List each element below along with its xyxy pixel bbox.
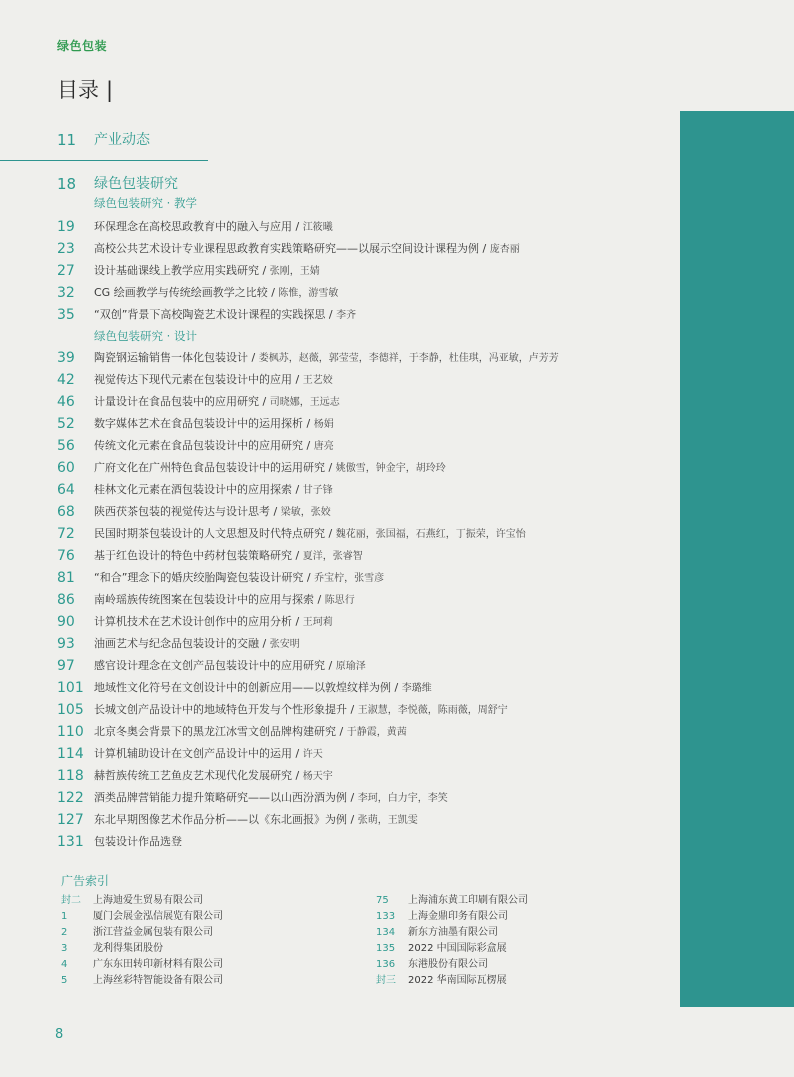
toc-page-number: 127 xyxy=(57,812,84,828)
ad-index-name: 2022 华南国际瓦楞展 xyxy=(408,975,507,986)
toc-entry-title: 南岭瑶族传统图案在包装设计中的应用与探索 / xyxy=(94,593,325,606)
toc-page-number: 39 xyxy=(57,350,75,366)
toc-entry-title: 陶瓷钢运输销售一体化包装设计 / xyxy=(94,351,259,364)
ad-index-name: 上海丝彩特智能设备有限公司 xyxy=(93,975,223,986)
ad-index-code: 封三 xyxy=(376,975,396,986)
toc-entry-authors: 司晓娜，王远志 xyxy=(269,397,340,408)
ad-index-code: 1 xyxy=(61,911,68,922)
toc-entry-text xyxy=(94,283,338,304)
toc-page-number: 93 xyxy=(57,636,75,652)
ad-index-name: 龙利得集团股份 xyxy=(93,943,163,954)
toc-page-number: 86 xyxy=(57,592,75,608)
toc-entry-title: 酒类品牌营销能力提升策略研究——以山西汾酒为例 / xyxy=(94,791,358,804)
toc-entry-authors: 庞杏丽 xyxy=(489,244,520,255)
subhead-design: 绿色包装研究 · 设计 xyxy=(94,329,197,343)
ad-index-code: 封二 xyxy=(61,895,81,906)
toc-entry-title: 包装设计作品选登 xyxy=(94,835,182,848)
toc-entry-authors: 李璐维 xyxy=(401,683,432,694)
toc-entry-text xyxy=(94,370,333,391)
toc-entry-text xyxy=(94,239,520,260)
toc-page-number: 101 xyxy=(57,680,84,696)
toc-entry-text xyxy=(94,678,432,699)
toc-entry-title: 基于红色设计的特色中药材包装策略研究 / xyxy=(94,549,303,562)
toc-entry-authors: 李珂，白力宇，李笑 xyxy=(357,793,448,804)
toc-page-number: 110 xyxy=(57,724,84,740)
toc-entry-text xyxy=(94,502,331,523)
ad-index-name: 上海浦东黄工印刷有限公司 xyxy=(408,895,528,906)
toc-entry-text xyxy=(94,568,384,589)
ad-index-code: 136 xyxy=(376,959,396,970)
toc-entry-text xyxy=(94,744,323,765)
toc-entry-authors: 张安明 xyxy=(269,639,300,650)
toc-entry-text xyxy=(94,217,333,238)
toc-page-number: 60 xyxy=(57,460,75,476)
toc-entry-title: 视觉传达下现代元素在包装设计中的应用 / xyxy=(94,373,303,386)
ad-index-name: 新东方油墨有限公司 xyxy=(408,927,498,938)
toc-entry-authors: 王淑慧，李悦薇，陈雨薇，周舒宁 xyxy=(357,705,508,716)
toc-entry-title: 陕西茯茶包装的视觉传达与设计思考 / xyxy=(94,505,281,518)
toc-entry-authors: 陈思行 xyxy=(324,595,355,606)
ad-index-name: 广东东田转印新材料有限公司 xyxy=(93,959,223,970)
toc-page-number: 27 xyxy=(57,263,75,279)
toc-page-number: 42 xyxy=(57,372,75,388)
toc-entry-text xyxy=(94,458,446,479)
toc-entry-text xyxy=(94,634,300,655)
toc-entry-title: 高校公共艺术设计专业课程思政教育实践策略研究——以展示空间设计课程为例 / xyxy=(94,242,490,255)
toc-entry-text xyxy=(94,524,526,545)
toc-entry-text xyxy=(94,392,340,413)
toc-entry-authors: 杨天宇 xyxy=(302,771,333,782)
toc-entry-authors: 姚傲雪，钟金宇，胡玲玲 xyxy=(335,463,446,474)
toc-entry-text xyxy=(94,480,333,501)
toc-entry-authors: 唐亮 xyxy=(313,441,334,452)
ad-index-name: 上海迪爱生贸易有限公司 xyxy=(93,895,203,906)
toc-section-title: 绿色包装研究 xyxy=(94,176,178,192)
toc-page-number: 90 xyxy=(57,614,75,630)
toc-entry-authors: 魏花丽，张国福，石燕红，丁振荣，许宝怡 xyxy=(335,529,526,540)
toc-page-number: 122 xyxy=(57,790,84,806)
toc-entry-text xyxy=(94,305,356,326)
toc-page-number: 68 xyxy=(57,504,75,520)
toc-entry-authors: 甘子锋 xyxy=(302,485,333,496)
page-title xyxy=(57,74,113,104)
toc-page-number: 35 xyxy=(57,307,75,323)
toc-entry-title: “双创”背景下高校陶瓷艺术设计课程的实践探思 / xyxy=(94,308,337,321)
ad-index-code: 4 xyxy=(61,959,68,970)
toc-entry-title: 设计基础课线上教学应用实践研究 / xyxy=(94,264,270,277)
subhead-teaching: 绿色包装研究 · 教学 xyxy=(94,196,197,210)
toc-entry-title: 传统文化元素在食品包装设计中的应用研究 / xyxy=(94,439,314,452)
toc-entry-text xyxy=(94,348,559,369)
decorative-teal-block xyxy=(680,111,794,1007)
toc-page-number: 114 xyxy=(57,746,84,762)
title-bar: | xyxy=(106,78,114,102)
toc-entry-title: 北京冬奥会背景下的黑龙江冰雪文创品牌构建研究 / xyxy=(94,725,347,738)
toc-entry-authors: 张萌，王凯雯 xyxy=(357,815,418,826)
toc-entry-title: 数字媒体艺术在食品包装设计中的运用探析 / xyxy=(94,417,314,430)
toc-page-number: 72 xyxy=(57,526,75,542)
ad-index-code: 5 xyxy=(61,975,68,986)
toc-entry-text xyxy=(94,546,363,567)
ad-index-name: 2022 中国国际彩盒展 xyxy=(408,943,507,954)
toc-entry-authors: 原瑜泽 xyxy=(335,661,366,672)
section-divider xyxy=(0,160,208,161)
toc-entry-text xyxy=(94,810,418,831)
toc-entry-authors: 乔宝柠，张雪彦 xyxy=(314,573,385,584)
toc-entry-text xyxy=(94,700,508,721)
ad-index-code: 3 xyxy=(61,943,68,954)
toc-page-number: 118 xyxy=(57,768,84,784)
toc-entry-authors: 江筱曦 xyxy=(302,222,333,233)
toc-entry-text xyxy=(94,656,366,677)
toc-entry-authors: 许天 xyxy=(302,749,323,760)
toc-entry-title: “和合”理念下的婚庆绞胎陶瓷包装设计研究 / xyxy=(94,571,315,584)
toc-entry-authors: 陈惟，游雪敏 xyxy=(278,288,339,299)
ad-index-name: 厦门会展金泓信展览有限公司 xyxy=(93,911,223,922)
toc-page-number: 64 xyxy=(57,482,75,498)
toc-entry-authors: 王艺姣 xyxy=(302,375,333,386)
toc-entry-text xyxy=(94,261,320,282)
toc-page-number: 23 xyxy=(57,241,75,257)
toc-entry-text xyxy=(94,722,407,743)
ad-index-name: 东港股份有限公司 xyxy=(408,959,488,970)
toc-page-number: 131 xyxy=(57,834,84,850)
ad-index-name: 上海金鼎印务有限公司 xyxy=(408,911,508,922)
toc-entry-title: 计量设计在食品包装中的应用研究 / xyxy=(94,395,270,408)
toc-entry-text xyxy=(94,414,334,435)
toc-section-title: 产业动态 xyxy=(94,132,150,148)
toc-entry-authors: 杨娟 xyxy=(313,419,334,430)
page-number: 8 xyxy=(55,1027,64,1042)
toc-page-number: 11 xyxy=(57,131,77,149)
ad-index-code: 135 xyxy=(376,943,396,954)
toc-page-number: 18 xyxy=(57,175,77,193)
ad-index-code: 2 xyxy=(61,927,68,938)
toc-entry-text xyxy=(94,832,182,853)
toc-page-number: 81 xyxy=(57,570,75,586)
toc-entry-title: 桂林文化元素在酒包装设计中的应用探索 / xyxy=(94,483,303,496)
toc-entry-title: 计算机辅助设计在文创产品设计中的运用 / xyxy=(94,747,303,760)
toc-entry-text xyxy=(94,766,333,787)
toc-entry-title: 赫哲族传统工艺鱼皮艺术现代化发展研究 / xyxy=(94,769,303,782)
toc-entry-title: 地域性文化符号在文创设计中的创新应用——以敦煌纹样为例 / xyxy=(94,681,402,694)
toc-entry-authors: 张刚，王婧 xyxy=(269,266,320,277)
ad-index-code: 75 xyxy=(376,895,389,906)
ads-index-title: 广告索引 xyxy=(61,874,110,888)
toc-page-number: 97 xyxy=(57,658,75,674)
toc-page-number: 76 xyxy=(57,548,75,564)
toc-entry-title: 计算机技术在艺术设计创作中的应用分析 / xyxy=(94,615,303,628)
toc-entry-text xyxy=(94,436,334,457)
brand-logo: 绿色包装 xyxy=(57,39,108,53)
ad-index-code: 134 xyxy=(376,927,396,938)
toc-entry-authors: 娄枫苏，赵薇，郭莹莹，李德祥，于李静，杜佳琪，冯亚敏，卢芳芳 xyxy=(258,353,559,364)
toc-entry-authors: 梁敏，张姣 xyxy=(280,507,331,518)
toc-page-number: 52 xyxy=(57,416,75,432)
toc-page-number: 19 xyxy=(57,219,75,235)
toc-entry-title: 感官设计理念在文创产品包装设计中的应用研究 / xyxy=(94,659,336,672)
toc-page-number: 105 xyxy=(57,702,84,718)
toc-entry-title: CG 绘画教学与传统绘画教学之比较 / xyxy=(94,286,279,299)
ad-index-code: 133 xyxy=(376,911,396,922)
toc-entry-title: 油画艺术与纪念品包装设计的交融 / xyxy=(94,637,270,650)
toc-entry-authors: 王珂莉 xyxy=(302,617,333,628)
toc-entry-title: 民国时期茶包装设计的人文思想及时代特点研究 / xyxy=(94,527,336,540)
toc-entry-text xyxy=(94,788,448,809)
toc-entry-authors: 李齐 xyxy=(336,310,357,321)
toc-entry-text xyxy=(94,590,355,611)
toc-entry-authors: 夏洋，张睿智 xyxy=(302,551,363,562)
toc-page-number: 32 xyxy=(57,285,75,301)
toc-entry-title: 广府文化在广州特色食品包装设计中的运用研究 / xyxy=(94,461,336,474)
toc-page-number: 46 xyxy=(57,394,75,410)
page-title-text: 目录 xyxy=(57,78,99,102)
toc-entry-authors: 于静霞，黄茜 xyxy=(346,727,407,738)
toc-entry-text xyxy=(94,612,333,633)
ad-index-name: 浙江营益金属包装有限公司 xyxy=(93,927,213,938)
toc-entry-title: 长城文创产品设计中的地域特色开发与个性形象提升 / xyxy=(94,703,358,716)
toc-page-number: 56 xyxy=(57,438,75,454)
toc-entry-title: 东北早期图像艺术作品分析——以《东北画报》为例 / xyxy=(94,813,358,826)
toc-entry-title: 环保理念在高校思政教育中的融入与应用 / xyxy=(94,220,303,233)
